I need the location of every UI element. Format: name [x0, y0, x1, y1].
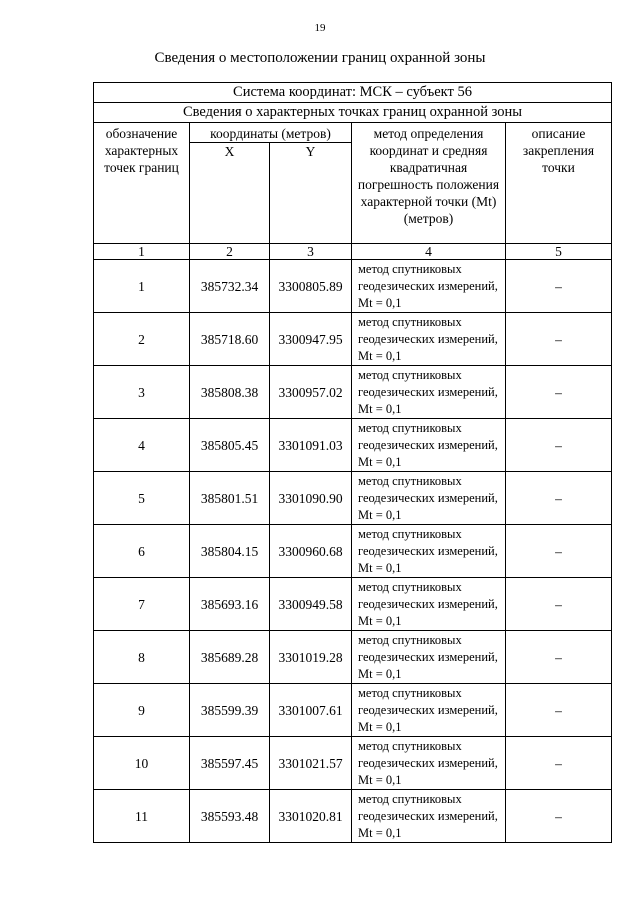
point-method: метод спутниковых геодезических измерений, Mt = 0,1	[352, 737, 506, 790]
point-y: 3301020.81	[270, 790, 352, 843]
point-description: –	[506, 472, 612, 525]
point-x: 385805.45	[190, 419, 270, 472]
page-number: 19	[314, 22, 326, 34]
table-row	[94, 260, 612, 313]
point-y: 3300957.02	[270, 366, 352, 419]
table-row	[94, 419, 612, 472]
point-id: 5	[94, 472, 190, 525]
header-point-designation	[94, 123, 190, 244]
header-description	[506, 123, 612, 244]
table-row	[94, 472, 612, 525]
point-id: 8	[94, 631, 190, 684]
point-y: 3300805.89	[270, 260, 352, 313]
point-description: –	[506, 790, 612, 843]
point-id: 11	[94, 790, 190, 843]
column-number: 4	[352, 244, 506, 260]
header-x: X	[190, 143, 270, 243]
point-x: 385732.34	[190, 260, 270, 313]
point-method: метод спутниковых геодезических измерений, Mt = 0,1	[352, 631, 506, 684]
header-coordinates	[190, 123, 352, 244]
point-x: 385801.51	[190, 472, 270, 525]
header-point-designation-text: обозначение характерных точек границ	[104, 126, 179, 175]
table-row	[94, 366, 612, 419]
header-coordinates-label: координаты (метров)	[190, 123, 351, 143]
point-method: метод спутниковых геодезических измерений, Mt = 0,1	[352, 419, 506, 472]
point-method: метод спутниковых геодезических измерений, Mt = 0,1	[352, 790, 506, 843]
point-x: 385718.60	[190, 313, 270, 366]
point-id: 1	[94, 260, 190, 313]
column-number: 1	[94, 244, 190, 260]
point-method: метод спутниковых геодезических измерений, Mt = 0,1	[352, 472, 506, 525]
point-y: 3301021.57	[270, 737, 352, 790]
point-x: 385804.15	[190, 525, 270, 578]
boundary-points-table	[93, 82, 612, 843]
header-description-text: описание закрепления точки	[522, 126, 595, 175]
point-y: 3300960.68	[270, 525, 352, 578]
header-y: Y	[305, 144, 316, 159]
point-id: 2	[94, 313, 190, 366]
table-row	[94, 737, 612, 790]
point-id: 3	[94, 366, 190, 419]
points-caption: Сведения о характерных точках границ охранной зоны	[94, 103, 612, 123]
table-row	[94, 578, 612, 631]
point-description: –	[506, 631, 612, 684]
point-description: –	[506, 419, 612, 472]
point-id: 9	[94, 684, 190, 737]
column-number: 3	[270, 244, 352, 260]
point-method: метод спутниковых геодезических измерений, Mt = 0,1	[352, 525, 506, 578]
point-method: метод спутниковых геодезических измерений, Mt = 0,1	[352, 313, 506, 366]
column-number: 2	[190, 244, 270, 260]
point-method: метод спутниковых геодезических измерений, Mt = 0,1	[352, 684, 506, 737]
point-method: метод спутниковых геодезических измерений, Mt = 0,1	[352, 366, 506, 419]
point-id: 4	[94, 419, 190, 472]
table-row	[94, 790, 612, 843]
point-x: 385693.16	[190, 578, 270, 631]
point-x: 385689.28	[190, 631, 270, 684]
point-description: –	[506, 313, 612, 366]
point-x: 385593.48	[190, 790, 270, 843]
point-method: метод спутниковых геодезических измерений, Mt = 0,1	[352, 578, 506, 631]
point-y: 3301007.61	[270, 684, 352, 737]
point-id: 10	[94, 737, 190, 790]
point-x: 385599.39	[190, 684, 270, 737]
point-y: 3301019.28	[270, 631, 352, 684]
point-description: –	[506, 366, 612, 419]
point-description: –	[506, 684, 612, 737]
point-description: –	[506, 260, 612, 313]
coordinate-system-caption: Система координат: МСК – субъект 56	[94, 83, 612, 103]
point-x: 385597.45	[190, 737, 270, 790]
point-id: 6	[94, 525, 190, 578]
point-description: –	[506, 578, 612, 631]
point-y: 3300949.58	[270, 578, 352, 631]
point-description: –	[506, 737, 612, 790]
point-id: 7	[94, 578, 190, 631]
table-row	[94, 313, 612, 366]
column-number: 5	[506, 244, 612, 260]
point-description: –	[506, 525, 612, 578]
table-row	[94, 631, 612, 684]
header-method-text: метод определения координат и средняя квадратичная погрешность положения характерной точки (Mt) (метров)	[357, 126, 500, 226]
point-method: метод спутниковых геодезических измерений, Mt = 0,1	[352, 260, 506, 313]
point-y: 3301090.90	[270, 472, 352, 525]
point-x: 385808.38	[190, 366, 270, 419]
point-y: 3301091.03	[270, 419, 352, 472]
table-row	[94, 525, 612, 578]
header-method	[352, 123, 506, 244]
page-title: Сведения о местоположении границ охранной зоны	[154, 50, 486, 66]
point-y: 3300947.95	[270, 313, 352, 366]
table-row	[94, 684, 612, 737]
